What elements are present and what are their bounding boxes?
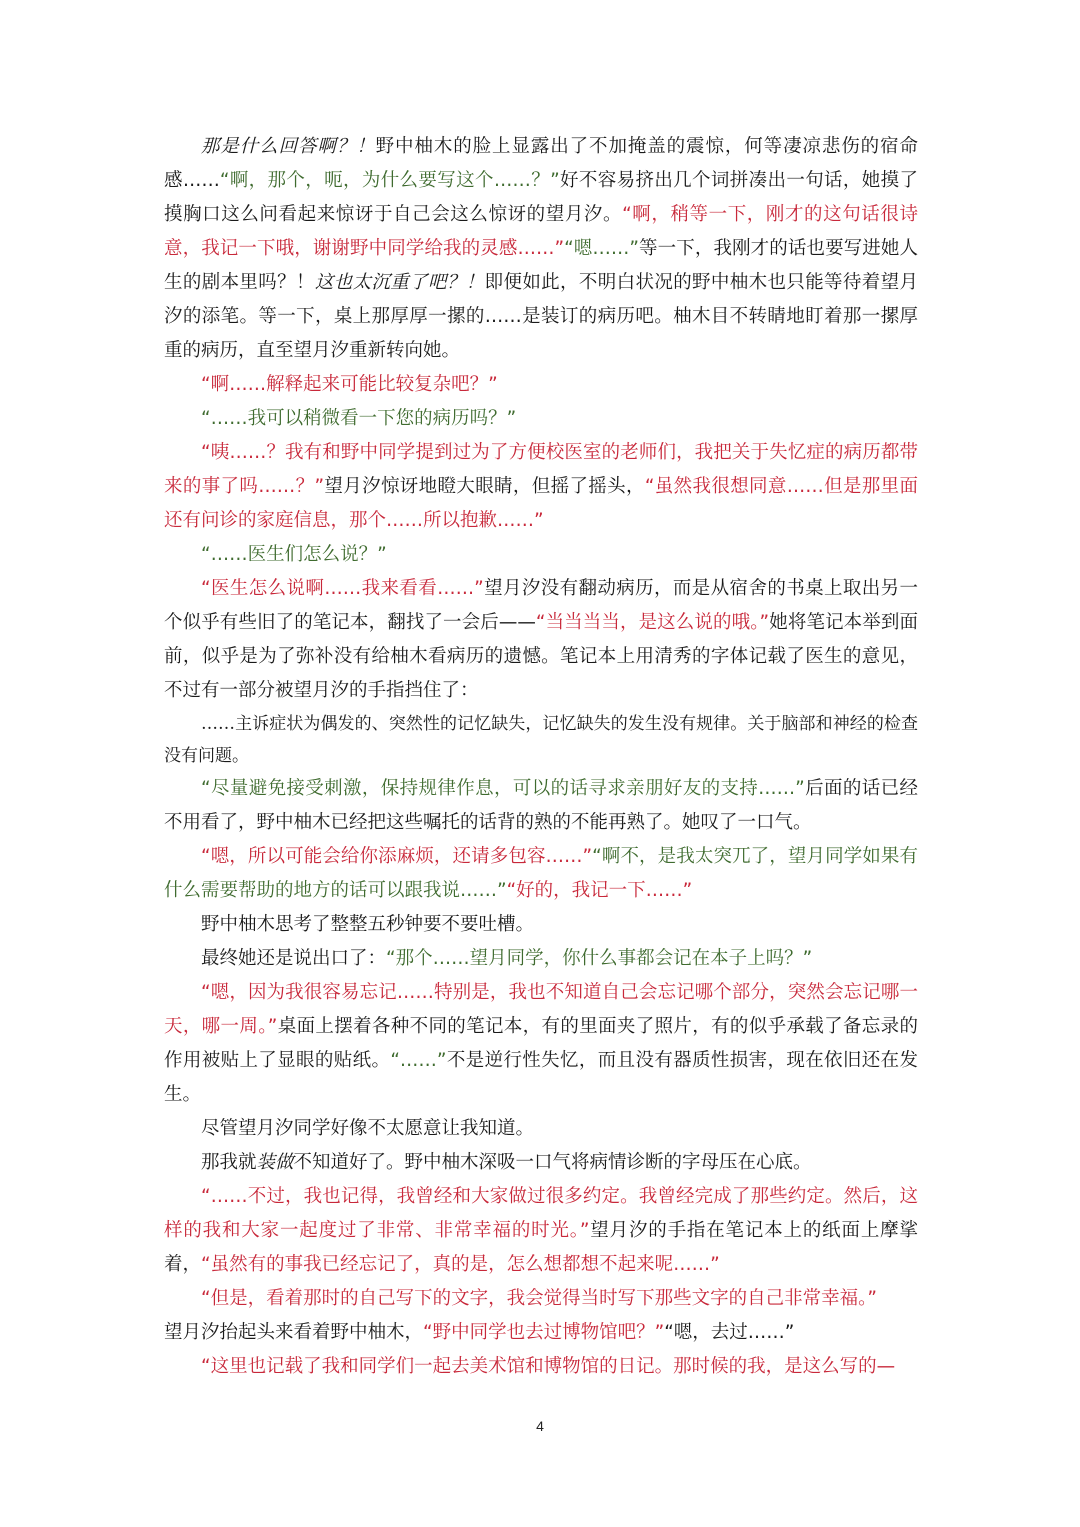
text-run: 尽管望月汐同学好像不太愿意让我知道。 bbox=[201, 1118, 535, 1139]
text-run: 望月汐抬起头来看着野中柚木， bbox=[164, 1322, 424, 1343]
text-run: “啊，稍等一下，刚才的这句话很诗意，我记一下哦，谢谢野中同学给我的灵感……” bbox=[164, 204, 918, 259]
text-run: “咦……？我有和野中同学提到过为了方便校医室的老师们，我把关于失忆症的病历都带来的事了吗……？” bbox=[164, 442, 918, 497]
paragraph bbox=[164, 1180, 918, 1282]
text-body bbox=[164, 130, 918, 1384]
paragraph bbox=[164, 840, 918, 908]
text-run: “这里也记载了我和同学们一起去美术馆和博物馆的日记。那时候的我，是这么写的— bbox=[201, 1356, 896, 1377]
paragraph bbox=[164, 942, 918, 976]
paragraph bbox=[164, 1316, 918, 1350]
text-run: “嗯，因为我很容易忘记……特别是，我也不知道自己会忘记哪个部分，突然会忘记哪一天，哪一周。” bbox=[164, 982, 918, 1037]
text-run: 桌面上摆着各种不同的笔记本，有的里面夹了照片，有的似乎承载了备忘录的作用被贴上了显眼的贴纸。 bbox=[164, 1016, 918, 1071]
text-run: “医生怎么说啊……我来看看……” bbox=[201, 578, 484, 599]
text-run: 不知道好了。野中柚木深吸一口气将病情诊断的字母压在心底。 bbox=[293, 1152, 812, 1173]
text-run: “虽然我很想同意……但是那里面还有问诊的家庭信息，那个……所以抱歉……” bbox=[164, 476, 918, 531]
text-run: 好不容易挤出几个词拼凑出一句话，她摸了摸胸口这么问看起来惊讶于自己会这么惊讶的望月汐。 bbox=[164, 170, 918, 225]
text-run: 最终她还是说出口了： bbox=[201, 948, 387, 969]
text-run: “嗯，所以可能会给你添麻烦，还请多包容……” bbox=[201, 846, 593, 867]
text-run: 这也太沉重了吧？！ bbox=[314, 272, 485, 293]
text-run: 不是逆行性失忆，而且没有器质性损害，现在依旧还在发生。 bbox=[164, 1050, 918, 1105]
text-run: “嗯，去过……” bbox=[664, 1322, 795, 1343]
text-run: 望月汐的手指在笔记本上的纸面上摩挲着， bbox=[164, 1220, 918, 1275]
text-run: “……我可以稍微看一下您的病历吗？” bbox=[201, 408, 517, 429]
paragraph bbox=[164, 772, 918, 840]
text-run: 望月汐惊讶地瞪大眼睛，但摇了摇头， bbox=[324, 476, 645, 497]
paragraph bbox=[164, 1282, 918, 1316]
text-run: “虽然有的事我已经忘记了，真的是，怎么想都想不起来呢……” bbox=[201, 1254, 720, 1275]
text-run: “……不过，我也记得，我曾经和大家做过很多约定。我曾经完成了那些约定。然后，这样的我和大家一起度过了非常、非常幸福的时光。” bbox=[164, 1186, 918, 1241]
text-run: “啊……解释起来可能比较复杂吧？” bbox=[201, 374, 498, 395]
text-run: 野中柚木的脸上显露出了不加掩盖的震惊，何等凄凉悲伤的宿命感…… bbox=[164, 136, 918, 191]
text-run: “嗯……” bbox=[564, 238, 639, 259]
text-run: “当当当当，是这么说的哦。” bbox=[535, 612, 770, 633]
text-run: “那个……望月同学，你什么事都会记在本子上吗？” bbox=[386, 948, 813, 969]
paragraph bbox=[164, 368, 918, 402]
text-run: “好的，我记一下……” bbox=[506, 880, 693, 901]
text-run: “啊不，是我太突兀了，望月同学如果有什么需要帮助的地方的话可以跟我说……” bbox=[164, 846, 919, 901]
paragraph bbox=[164, 538, 918, 572]
text-run: 等一下，我刚才的话也要写进她人生的剧本里吗？！ bbox=[164, 238, 919, 293]
paragraph bbox=[164, 908, 918, 942]
text-run: 野中柚木思考了整整五秒钟要不要吐槽。 bbox=[201, 914, 535, 935]
paragraph bbox=[164, 1350, 918, 1384]
paragraph bbox=[164, 976, 918, 1112]
paragraph bbox=[164, 572, 918, 708]
text-run: “……医生们怎么说？” bbox=[201, 544, 387, 565]
paragraph bbox=[164, 1112, 918, 1146]
paragraph bbox=[164, 130, 918, 368]
text-run: 即便如此，不明白状况的野中柚木也只能等待着望月汐的添笔。等一下，桌上那厚厚一摞的……是装订的病历吧。柚木目不转睛地盯着那一摞厚重的病历，直至望月汐重新转向她。 bbox=[164, 272, 918, 361]
text-run: “啊，那个，呃，为什么要写这个……？” bbox=[219, 170, 560, 191]
note-paragraph bbox=[164, 708, 918, 772]
text-run: 望月汐没有翻动病历，而是从宿舍的书桌上取出另一个似乎有些旧了的笔记本，翻找了一会后—— bbox=[164, 578, 918, 633]
text-run: 那我就 bbox=[201, 1152, 257, 1173]
page-number: 4 bbox=[536, 1418, 544, 1434]
text-run: 装做 bbox=[256, 1152, 294, 1173]
text-run: “……” bbox=[390, 1050, 447, 1071]
text-run: 后面的话已经不用看了，野中柚木已经把这些嘱托的话背的熟的不能再熟了。她叹了一口气。 bbox=[164, 778, 918, 833]
text-run: 她将笔记本举到面前，似乎是为了弥补没有给柚木看病历的遗憾。笔记本上用清秀的字体记载了医生的意见，不过有一部分被望月汐的手指挡住了： bbox=[164, 612, 918, 701]
text-run: “尽量避免接受刺激，保持规律作息，可以的话寻求亲朋好友的支持……” bbox=[201, 778, 805, 799]
paragraph bbox=[164, 436, 918, 538]
text-run: “但是，看着那时的自己写下的文字，我会觉得当时写下那些文字的自己非常幸福。” bbox=[201, 1288, 877, 1309]
text-run: “野中同学也去过博物馆吧？” bbox=[423, 1322, 665, 1343]
paragraph bbox=[164, 1146, 918, 1180]
text-run: ……主诉症状为偶发的、突然性的记忆缺失，记忆缺失的发生没有规律。关于脑部和神经的检查没有问题。 bbox=[164, 714, 918, 766]
text-run: 那是什么回答啊？！ bbox=[201, 136, 376, 157]
paragraph bbox=[164, 402, 918, 436]
